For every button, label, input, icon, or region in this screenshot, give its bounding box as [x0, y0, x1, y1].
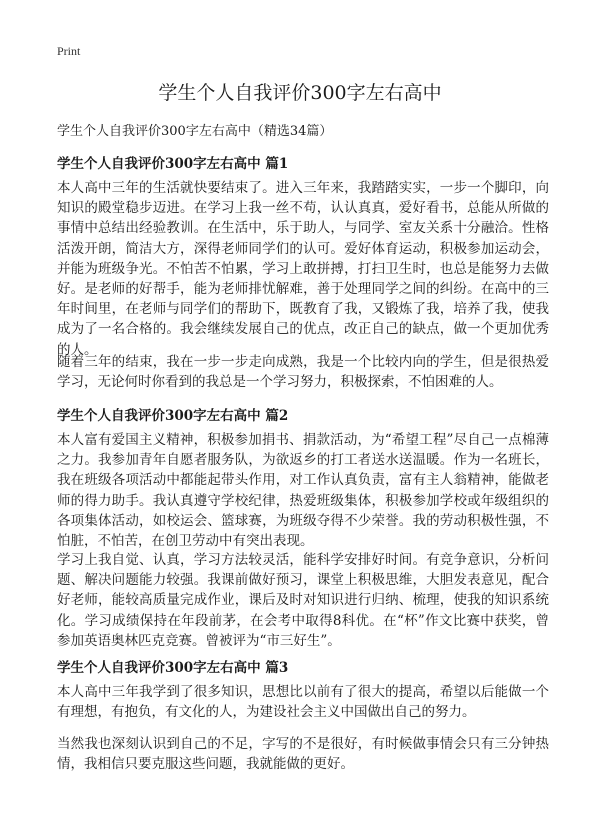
section-1-paragraph-2: 随着三年的结束，我在一步一步走向成熟，我是一个比较内向的学生，但是很热爱学习，无论何时你看到的我总是一个学习努力，积极探索，不怕困难的人。: [57, 354, 549, 391]
section-1-paragraph-1: 本人高中三年的生活就快要结束了。进入三年来，我踏踏实实，一步一个脚印，向知识的殿堂稳步迈进。在学习上我一丝不苟，认认真真，爱好看书，总能从所做的事情中总结出经验教训。在生活中，乐于助人，与同学、室友关系十分融洽。性格活泼开朗，简洁大方，深得老师同学们的认可。爱好体育运动，积极参加运动会，并能为班级争光。不怕苦不怕累，学习上敢拼搏，打扫卫生时，也总是能努力去做好。是老师的好帮手，能为老师排忧解难，善于处理同学之间的纠纷。在高中的三年时间里，在老师与同学们的帮助下，既教育了我，又锻炼了我，培养了我，使我成为了一名合格的。我会继续发展自己的优点，改正自己的缺点，做一个更加优秀的人。: [57, 180, 549, 358]
section-3-paragraph-1: 本人高中三年我学到了很多知识，思想比以前有了很大的提高，希望以后能做一个有理想，有抱负，有文化的人，为建设社会主义中国做出自己的努力。: [57, 684, 549, 721]
section-heading-1: 学生个人自我评价300字左右高中 篇1: [57, 156, 289, 172]
section-2-paragraph-2: 学习上我自觉、认真，学习方法较灵活，能科学安排好时间。有竞争意识，分析问题、解决问题能力较强。我课前做好预习，课堂上积极思维，大胆发表意见，配合好老师，能较高质量完成作业，课后及时对知识进行归纳、梳理，使我的知识系统化。学习成绩保持在年段前茅，在会考中取得8科优。在“杯”作文比赛中获奖，曾参加英语奥林匹克竞赛。曾被评为“市三好生”。: [57, 552, 549, 649]
section-3-paragraph-2: 当然我也深刻认识到自己的不足，字写的不是很好，有时候做事情会只有三分钟热情，我相信只要克服这些问题，我就能做的更好。: [57, 736, 549, 773]
document-subtitle: 学生个人自我评价300字左右高中（精选34篇）: [57, 124, 333, 139]
section-2-paragraph-1: 本人富有爱国主义精神，积极参加捐书、捐款活动，为“希望工程”尽自己一点棉薄之力。我参加青年自愿者服务队，为欲返乡的打工者送水送温暖。作为一名班长，我在班级各项活动中都能起带头作用，对工作认真负责，富有主人翁精神，能做老师的得力助手。我认真遵守学校纪律，热爱班级集体，积极参加学校或年级组织的各项集体活动，如校运会、篮球赛，为班级夺得不少荣誉。我的劳动积极性强，不怕脏，不怕苦，在创卫劳动中有突出表现。: [57, 432, 549, 550]
section-heading-2: 学生个人自我评价300字左右高中 篇2: [57, 408, 289, 424]
document-title: 学生个人自我评价300字左右高中: [158, 82, 442, 104]
print-link[interactable]: Print: [57, 44, 81, 58]
section-heading-3: 学生个人自我评价300字左右高中 篇3: [57, 660, 289, 676]
